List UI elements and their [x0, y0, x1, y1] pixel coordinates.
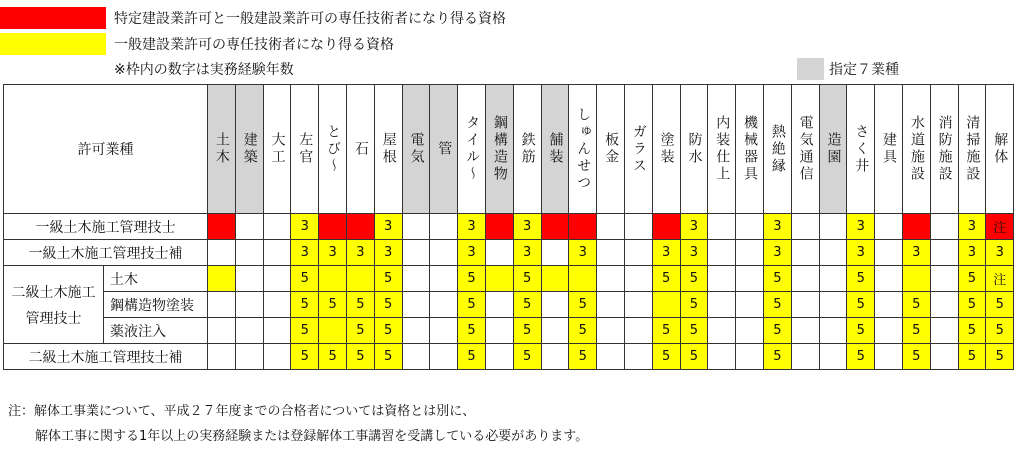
table-cell — [902, 266, 930, 292]
table-cell: 5 — [569, 344, 597, 370]
table-cell — [319, 266, 347, 292]
table-cell — [624, 240, 652, 266]
table-cell — [235, 266, 263, 292]
table-cell: 5 — [680, 266, 708, 292]
legend-gray-label: 指定７業種 — [829, 62, 899, 78]
table-cell — [708, 344, 736, 370]
table-cell: 5 — [374, 318, 402, 344]
table-cell — [541, 214, 569, 240]
table-row — [4, 266, 1014, 292]
group-label-line-1: 二級土木施工 — [11, 284, 96, 301]
category-header: 内装仕上 — [708, 85, 736, 214]
table-cell — [485, 318, 513, 344]
table-cell — [708, 266, 736, 292]
table-cell: 5 — [958, 318, 986, 344]
table-cell — [819, 214, 847, 240]
table-cell — [819, 344, 847, 370]
table-cell — [319, 214, 347, 240]
category-header: 建具 — [875, 85, 903, 214]
table-cell — [791, 214, 819, 240]
table-cell — [402, 318, 430, 344]
table-cell: 5 — [346, 318, 374, 344]
table-cell: 5 — [346, 344, 374, 370]
table-cell — [208, 318, 236, 344]
table-cell — [485, 292, 513, 318]
table-cell: 3 — [958, 240, 986, 266]
category-header: 鋼構造物 — [485, 85, 513, 214]
table-row — [4, 292, 1014, 318]
table-cell: 5 — [986, 344, 1014, 370]
table-cell: 5 — [958, 266, 986, 292]
table-cell — [791, 266, 819, 292]
table-cell — [708, 214, 736, 240]
table-row — [4, 344, 1014, 370]
table-cell — [819, 292, 847, 318]
table-cell: 5 — [458, 266, 486, 292]
table-cell — [208, 344, 236, 370]
table-cell: 5 — [652, 266, 680, 292]
table-cell — [402, 240, 430, 266]
category-header: 機械器具 — [736, 85, 764, 214]
table-cell: 5 — [958, 292, 986, 318]
category-header: 電気通信 — [791, 85, 819, 214]
table-cell — [819, 318, 847, 344]
category-header: 大工 — [263, 85, 291, 214]
table-cell: 3 — [763, 240, 791, 266]
legend-red-swatch — [0, 7, 106, 29]
category-header: 解体 — [986, 85, 1014, 214]
table-cell — [819, 240, 847, 266]
table-cell — [263, 266, 291, 292]
table-cell: 5 — [319, 344, 347, 370]
table-cell — [930, 318, 958, 344]
category-header: さく井 — [847, 85, 875, 214]
table-cell: 5 — [763, 266, 791, 292]
table-cell: 5 — [763, 318, 791, 344]
table-cell — [736, 240, 764, 266]
table-cell — [208, 292, 236, 318]
table-cell — [402, 266, 430, 292]
table-cell — [208, 266, 236, 292]
table-cell — [485, 240, 513, 266]
legend-yellow — [0, 33, 394, 55]
table-cell — [624, 214, 652, 240]
row-label: 土木 — [104, 266, 208, 292]
table-cell — [597, 214, 625, 240]
table-cell: 5 — [291, 344, 319, 370]
table-cell — [875, 214, 903, 240]
table-cell — [346, 266, 374, 292]
category-header: 左官 — [291, 85, 319, 214]
table-cell — [708, 292, 736, 318]
table-cell — [736, 266, 764, 292]
table-cell: 5 — [374, 344, 402, 370]
table-cell: 5 — [986, 292, 1014, 318]
table-cell: 3 — [986, 240, 1014, 266]
table-cell — [430, 240, 458, 266]
row-label: 一級土木施工管理技士 — [4, 214, 208, 240]
table-row — [4, 240, 1014, 266]
table-cell — [235, 344, 263, 370]
table-cell: 5 — [458, 292, 486, 318]
table-cell — [541, 292, 569, 318]
table-cell: 5 — [319, 292, 347, 318]
table-cell: 5 — [291, 292, 319, 318]
table-cell — [235, 318, 263, 344]
table-cell: 3 — [902, 240, 930, 266]
table-cell: 3 — [513, 240, 541, 266]
table-cell — [597, 344, 625, 370]
table-cell — [541, 344, 569, 370]
table-cell — [875, 344, 903, 370]
table-cell: 5 — [902, 292, 930, 318]
table-cell — [485, 344, 513, 370]
legend-gray-swatch — [797, 58, 824, 80]
table-cell: 5 — [902, 318, 930, 344]
table-cell: 3 — [680, 240, 708, 266]
legend-yellow-swatch — [0, 33, 106, 55]
table-cell: 5 — [291, 266, 319, 292]
legend-note — [114, 58, 294, 80]
table-cell: 5 — [569, 318, 597, 344]
table-cell: 3 — [291, 240, 319, 266]
table-cell — [624, 292, 652, 318]
table-cell — [791, 318, 819, 344]
legend-red-label: 特定建設業許可と一般建設業許可の専任技術者になり得る資格 — [114, 11, 506, 27]
table-cell: 5 — [847, 318, 875, 344]
table-cell: 3 — [847, 214, 875, 240]
table-cell: 3 — [374, 240, 402, 266]
category-header: 電気 — [402, 85, 430, 214]
table-cell — [708, 240, 736, 266]
table-cell — [875, 266, 903, 292]
category-header: 清掃施設 — [958, 85, 986, 214]
category-header: 土木 — [208, 85, 236, 214]
table-cell — [791, 344, 819, 370]
category-header: しゅんせつ — [569, 85, 597, 214]
table-cell: 3 — [458, 240, 486, 266]
table-cell: 注 — [986, 266, 1014, 292]
table-cell — [430, 344, 458, 370]
group-label-line-2: 管理技士 — [25, 310, 82, 327]
table-cell — [624, 266, 652, 292]
category-header: 屋根 — [374, 85, 402, 214]
table-cell — [736, 214, 764, 240]
table-cell — [597, 266, 625, 292]
table-cell: 5 — [346, 292, 374, 318]
category-header: 石 — [346, 85, 374, 214]
table-cell — [263, 344, 291, 370]
category-header: ガラス — [624, 85, 652, 214]
category-header: 造園 — [819, 85, 847, 214]
table-cell: 3 — [291, 214, 319, 240]
table-cell — [402, 214, 430, 240]
table-cell — [235, 292, 263, 318]
table-cell: 5 — [902, 344, 930, 370]
table-cell — [430, 266, 458, 292]
table-cell — [875, 292, 903, 318]
table-cell — [430, 292, 458, 318]
table-cell — [263, 240, 291, 266]
table-row — [4, 214, 1014, 240]
table-cell: 5 — [847, 292, 875, 318]
category-header: とび～ — [319, 85, 347, 214]
legend-red — [0, 7, 506, 29]
table-cell — [263, 214, 291, 240]
table-cell: 5 — [374, 266, 402, 292]
table-cell — [708, 318, 736, 344]
legend-note-label: ※枠内の数字は実務経験年数 — [114, 62, 294, 78]
table-cell: 5 — [652, 318, 680, 344]
table-cell — [819, 266, 847, 292]
table-cell — [597, 318, 625, 344]
table-cell: 5 — [847, 344, 875, 370]
table-cell — [208, 240, 236, 266]
table-cell — [736, 318, 764, 344]
category-header: 防水 — [680, 85, 708, 214]
table-cell — [569, 266, 597, 292]
table-cell — [541, 266, 569, 292]
row-label: 二級土木施工管理技士補 — [4, 344, 208, 370]
category-header: 鉄筋 — [513, 85, 541, 214]
row-label: 一級土木施工管理技士補 — [4, 240, 208, 266]
table-cell: 5 — [458, 318, 486, 344]
table-cell — [597, 240, 625, 266]
table-cell — [652, 292, 680, 318]
table-cell — [485, 266, 513, 292]
table-cell: 5 — [958, 344, 986, 370]
legend-gray — [797, 58, 899, 80]
table-cell: 3 — [458, 214, 486, 240]
table-cell — [930, 240, 958, 266]
table-cell: 3 — [763, 214, 791, 240]
footnote-line-1: 注：解体工事業について、平成２７年度までの合格者については資格とは別に、 — [8, 404, 476, 419]
table-cell — [485, 214, 513, 240]
table-cell: 5 — [847, 266, 875, 292]
row-label: 薬液注入 — [104, 318, 208, 344]
table-cell — [569, 214, 597, 240]
table-cell — [430, 318, 458, 344]
table-cell — [930, 292, 958, 318]
table-cell: 5 — [680, 344, 708, 370]
table-cell — [541, 318, 569, 344]
table-cell: 5 — [513, 292, 541, 318]
table-cell — [930, 266, 958, 292]
table-cell: 5 — [763, 292, 791, 318]
table-cell: 3 — [346, 240, 374, 266]
table-cell — [902, 214, 930, 240]
table-cell — [624, 344, 652, 370]
table-cell: 3 — [847, 240, 875, 266]
table-cell: 注 — [986, 214, 1014, 240]
table-cell — [319, 318, 347, 344]
corner-header: 許可業種 — [4, 85, 208, 214]
table-cell — [930, 344, 958, 370]
table-cell — [597, 292, 625, 318]
table-cell — [736, 292, 764, 318]
category-header: 舗装 — [541, 85, 569, 214]
table-cell — [875, 318, 903, 344]
table-cell — [541, 240, 569, 266]
table-cell: 5 — [513, 318, 541, 344]
footnote-line-2: 解体工事に関する1年以上の実務経験または登録解体工事講習を受講している必要があります。 — [35, 429, 589, 444]
table-body — [4, 214, 1014, 370]
legend-yellow-label: 一般建設業許可の専任技術者になり得る資格 — [114, 37, 394, 53]
table-cell: 3 — [513, 214, 541, 240]
qualification-table — [3, 84, 1014, 370]
table-cell: 5 — [458, 344, 486, 370]
category-header: 塗装 — [652, 85, 680, 214]
category-header: 建築 — [235, 85, 263, 214]
table-cell: 5 — [513, 344, 541, 370]
table-cell: 3 — [652, 240, 680, 266]
table-cell: 3 — [569, 240, 597, 266]
table-cell — [791, 292, 819, 318]
row-label: 鋼構造物塗装 — [104, 292, 208, 318]
table-cell — [346, 214, 374, 240]
group-label — [4, 266, 104, 344]
table-cell — [652, 214, 680, 240]
table-cell: 3 — [319, 240, 347, 266]
table-cell: 5 — [374, 292, 402, 318]
table-cell: 3 — [374, 214, 402, 240]
table-cell: 5 — [680, 318, 708, 344]
table-cell — [736, 344, 764, 370]
table-cell: 3 — [680, 214, 708, 240]
table-cell — [235, 240, 263, 266]
category-header: タイル～ — [458, 85, 486, 214]
table-cell — [235, 214, 263, 240]
table-cell: 5 — [652, 344, 680, 370]
category-header: 消防施設 — [930, 85, 958, 214]
table-cell: 5 — [680, 292, 708, 318]
table-cell: 3 — [958, 214, 986, 240]
table-cell — [791, 240, 819, 266]
category-header: 水道施設 — [902, 85, 930, 214]
table-cell: 5 — [763, 344, 791, 370]
category-header: 板金 — [597, 85, 625, 214]
table-cell — [875, 240, 903, 266]
table-cell — [263, 318, 291, 344]
table-cell — [263, 292, 291, 318]
table-cell — [402, 344, 430, 370]
table-cell — [624, 318, 652, 344]
table-cell — [208, 214, 236, 240]
table-cell — [402, 292, 430, 318]
table-cell — [430, 214, 458, 240]
table-cell: 5 — [513, 266, 541, 292]
table-cell: 5 — [986, 318, 1014, 344]
table-row — [4, 318, 1014, 344]
category-header: 管 — [430, 85, 458, 214]
header-row — [4, 85, 1014, 214]
table-cell: 5 — [291, 318, 319, 344]
category-header: 熱絶縁 — [763, 85, 791, 214]
table-cell: 5 — [569, 292, 597, 318]
table-cell — [930, 214, 958, 240]
